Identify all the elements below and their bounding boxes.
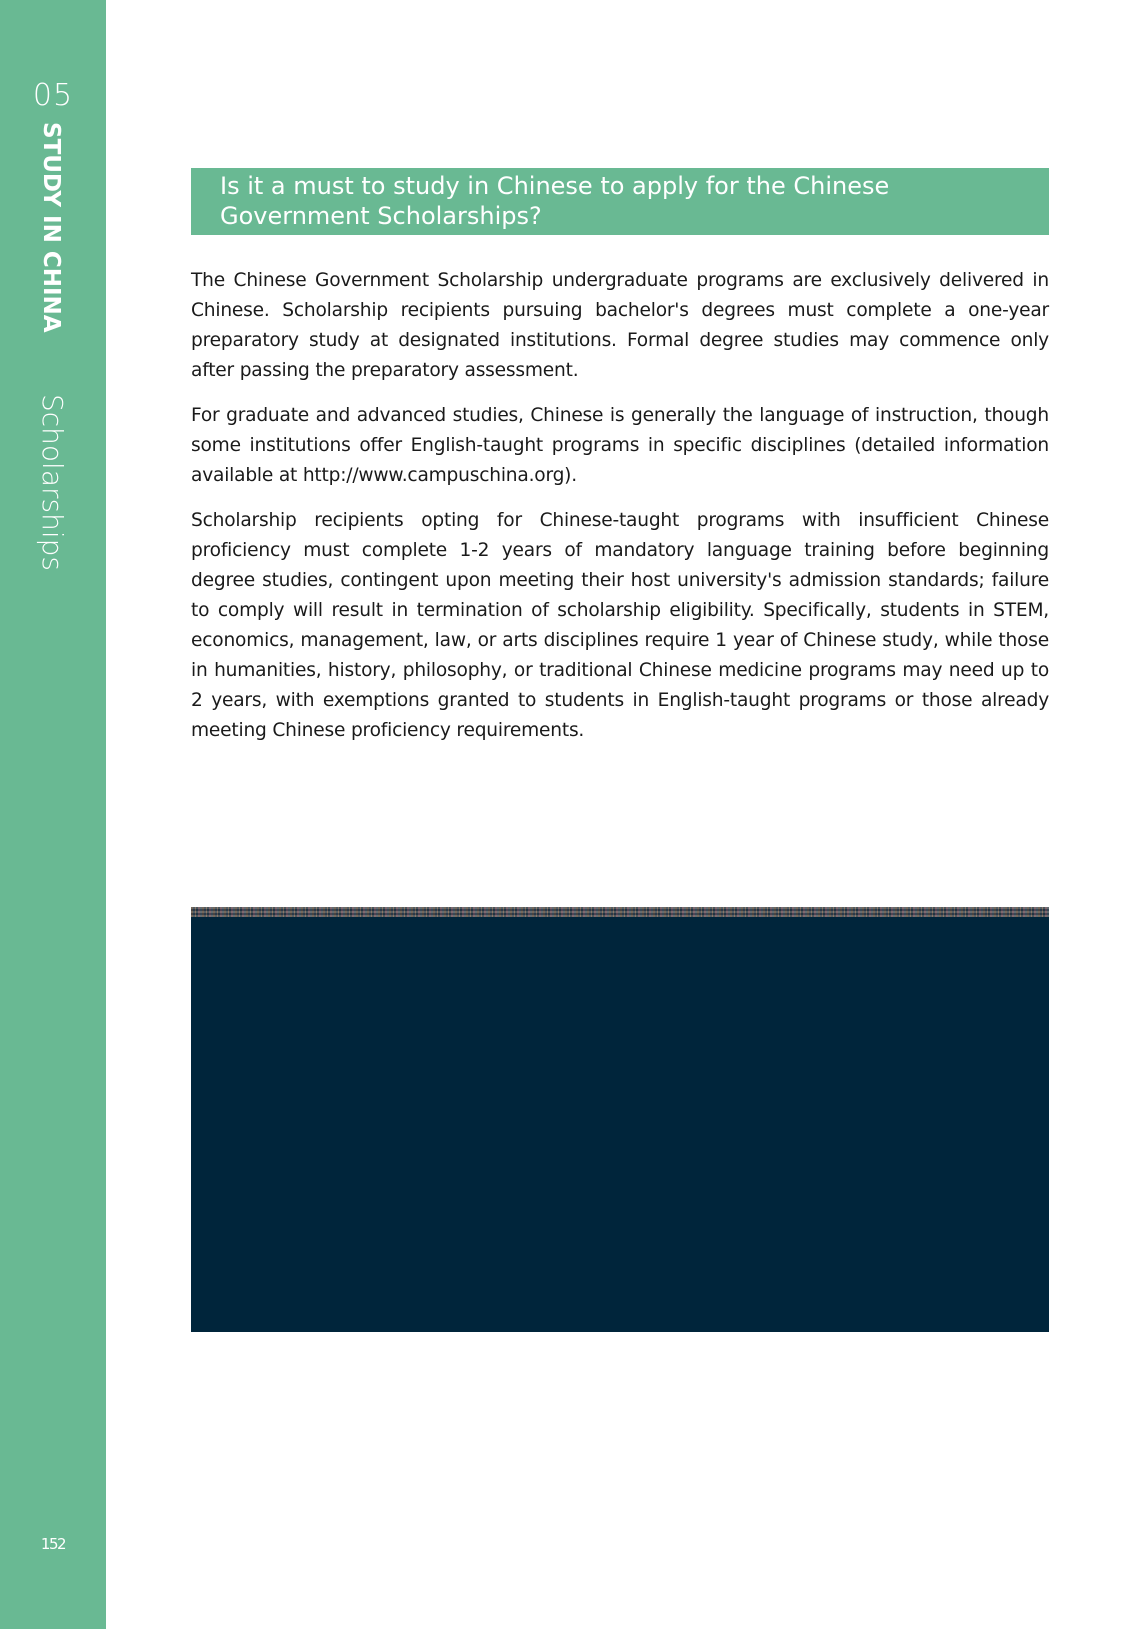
paragraph: For graduate and advanced studies, Chinese is generally the language of instruction, though some institutions offer English-taught programs in specific disciplines (detailed information available at http://www.campuschina.org). (191, 405, 1049, 486)
paragraph: Scholarship recipients opting for Chinese-taught programs with insufficient Chinese proficiency must complete 1-2 years of mandatory language training before beginning degree studies, contingent upon meeting their host university's admission standards; failure to comply will result in termination of scholarship eligibility. Specifically, students in STEM, economics, management, law, or arts disciplines require 1 year of Chinese study, while those in humanities, history, philosophy, or traditional Chinese medicine programs may need up to 2 years, with exemptions granted to students in English-taught programs or those already meeting Chinese proficiency requirements. (191, 510, 1049, 741)
question-heading-bar (191, 168, 1049, 235)
question-title: Is it a must to study in Chinese to apply for the Chinese Government Scholarships? (220, 172, 890, 230)
chapter-number: 05 (32, 78, 74, 113)
section-title: STUDY IN CHINA (38, 122, 64, 333)
dark-image-placeholder (191, 907, 1049, 1332)
paragraph: The Chinese Government Scholarship undergraduate programs are exclusively delivered in Chinese. Scholarship recipients pursuing bachelor's degrees must complete a one-year preparatory study at designated institutions. Formal degree studies may commence only after passing the preparatory assessment. (191, 270, 1049, 381)
image-noise-strip (191, 907, 1049, 917)
answer-body (191, 266, 1049, 761)
sidebar (0, 0, 106, 1629)
section-subtitle: Scholarships (36, 394, 69, 571)
page-number: 152 (40, 1535, 66, 1553)
